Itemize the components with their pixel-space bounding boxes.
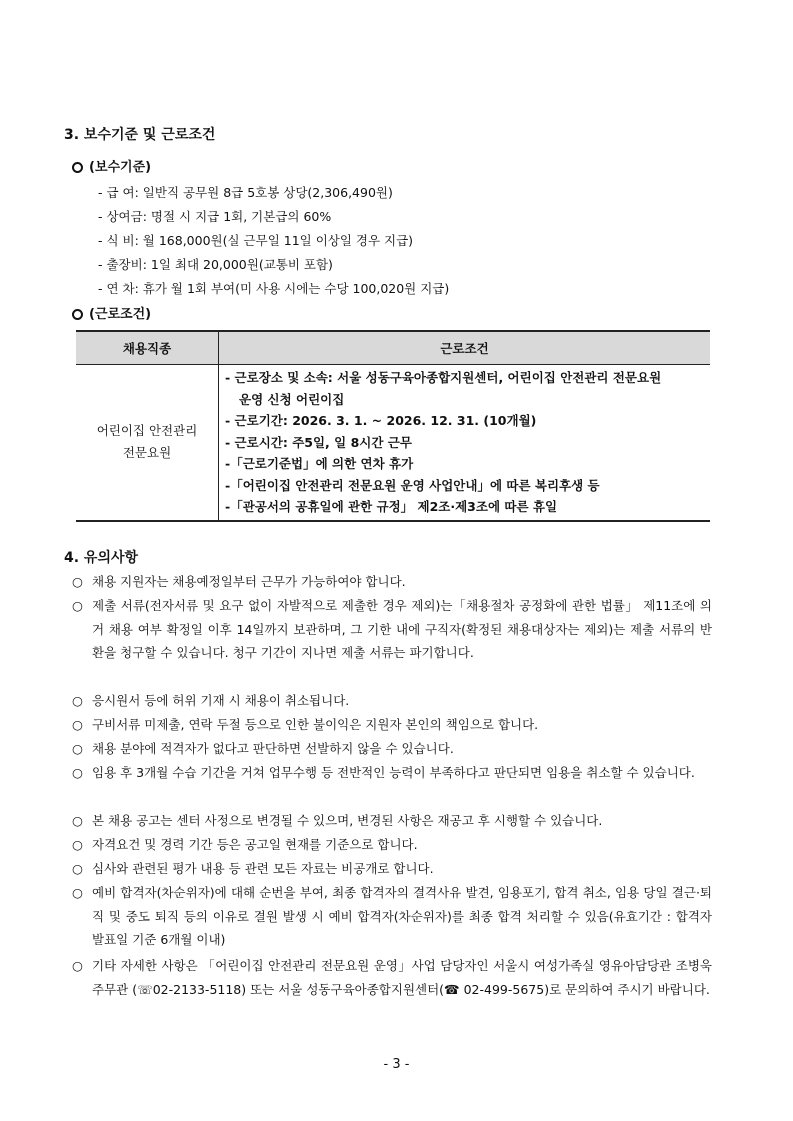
- pay-item: [98, 255, 333, 273]
- work-heading-label: (근로조건): [89, 307, 152, 322]
- circle-bullet-icon: [72, 309, 83, 320]
- condition-line: -「어린이집 안전관리 전문요원 운영 사업안내」에 따른 복리후생 등: [225, 477, 600, 493]
- pay-item: [98, 231, 413, 249]
- pay-heading-label: (보수기준): [89, 160, 152, 175]
- section3-title: 3. 보수기준 및 근로조건: [64, 127, 216, 143]
- pay-heading: [72, 156, 151, 175]
- list-item: [72, 713, 712, 737]
- list-item: [72, 594, 712, 665]
- pay-item-text: 휴가 월 1회 부여(미 사용 시에는 수당 100,020원 지급): [138, 281, 450, 296]
- page-number: - 3 -: [383, 1057, 410, 1072]
- list-item: [72, 761, 712, 785]
- list-item: [72, 881, 712, 952]
- circle-bullet-icon: ○: [72, 861, 83, 876]
- note-text: 응시원서 등에 허위 기재 시 채용이 취소됩니다.: [92, 693, 350, 708]
- list-item: [72, 570, 712, 594]
- pay-item-label: - 급 여:: [98, 185, 139, 200]
- job-cell: [76, 365, 219, 521]
- pay-item-text: 월 168,000원(실 근무일 11일 이상일 경우 지급): [138, 233, 414, 248]
- pay-item-label: - 식 비:: [98, 233, 139, 248]
- circle-bullet-icon: ○: [72, 717, 83, 732]
- list-item: [72, 954, 712, 1001]
- condition-line: -「근로기준법」에 의한 연차 휴가: [225, 456, 414, 471]
- note-text: 채용 분야에 적격자가 없다고 판단하면 선발하지 않을 수 있습니다.: [92, 741, 454, 756]
- circle-bullet-icon: ○: [72, 598, 83, 613]
- circle-bullet-icon: [72, 162, 83, 173]
- circle-bullet-icon: ○: [72, 765, 83, 780]
- note-text: 구비서류 미제출, 연락 두절 등으로 인한 불이익은 지원자 본인의 책임으로 합니다.: [92, 717, 539, 732]
- circle-bullet-icon: ○: [72, 958, 83, 973]
- conditions-cell: [219, 365, 711, 521]
- note-text: 채용 지원자는 채용예정일부터 근무가 가능하여야 합니다.: [92, 574, 406, 589]
- pay-item: [98, 279, 449, 297]
- note-text: 임용 후 3개월 수습 기간을 거쳐 업무수행 등 전반적인 능력이 부족하다고 판단되면 임용을 취소할 수 있습니다.: [92, 765, 695, 780]
- circle-bullet-icon: ○: [72, 837, 83, 852]
- note-text: 본 채용 공고는 센터 사정으로 변경될 수 있으며, 변경된 사항은 재공고 후 시행할 수 있습니다.: [92, 813, 603, 828]
- table-row: [76, 365, 710, 521]
- work-conditions-table: [76, 330, 710, 522]
- condition-line: -「관공서의 공휴일에 관한 규정」 제2조·제3조에 따른 휴일: [225, 499, 558, 514]
- note-text: 기타 자세한 사항은 「어린이집 안전관리 전문요원 운영」사업 담당자인 서울시 여성가족실 영유아담당관 조병욱 주무관 (☏02-2133-5118) 또는 서울 성동구육아종합지원센터(☎ 02-499-5675)로 문의하여 주시기 바랍니다.: [92, 958, 712, 997]
- pay-item-text: 1일 최대 20,000원(교통비 포함): [146, 257, 333, 272]
- job-title-line: 어린이집 안전관리: [96, 423, 198, 439]
- col-header-conditions: 근로조건: [219, 331, 711, 365]
- pay-item-text: 명절 시 지급 1회, 기본급의 60%: [146, 209, 332, 224]
- note-text: 심사와 관련된 평가 내용 등 관련 모든 자료는 비공개로 합니다.: [92, 861, 434, 876]
- list-item: [72, 857, 712, 881]
- pay-item-label: - 출장비:: [98, 257, 147, 272]
- circle-bullet-icon: ○: [72, 574, 83, 589]
- condition-line: - 근로기간: 2026. 3. 1. ~ 2026. 12. 31. (10개월): [225, 413, 537, 428]
- circle-bullet-icon: ○: [72, 885, 83, 900]
- note-text: 제출 서류(전자서류 및 요구 없이 자발적으로 제출한 경우 제외)는「채용절차 공정화에 관한 법률」 제11조에 의거 채용 여부 확정일 이후 14일까지 보관하며, 그 기한 내에 구직자(확정된 채용대상자는 제외)는 제출 서류의 반환을 청구할 수 있습니다. 청구 기간이 지나면 제출 서류는 파기합니다.: [92, 598, 712, 660]
- circle-bullet-icon: ○: [72, 693, 83, 708]
- list-item: [72, 809, 712, 833]
- condition-line: - 근로시간: 주5일, 일 8시간 근무: [225, 434, 412, 450]
- circle-bullet-icon: ○: [72, 813, 83, 828]
- note-text: 예비 합격자(차순위자)에 대해 순번을 부여, 최종 합격자의 결격사유 발견, 임용포기, 합격 취소, 임용 당일 결근·퇴직 및 중도 퇴직 등의 이유로 결원 발생 시 예비 합격자(차순위자)를 최종 합격 처리할 수 있음(유효기간 : 합격자 발표일 기준 6개월 이내): [92, 885, 712, 947]
- list-item: [72, 833, 712, 857]
- job-title-line: 전문요원: [122, 445, 172, 461]
- pay-item: [98, 207, 331, 225]
- table-header-row: [76, 331, 710, 365]
- condition-line: 운영 신청 어린이집: [239, 391, 345, 407]
- pay-item-label: - 상여금:: [98, 209, 147, 224]
- section4-title: 4. 유의사항: [64, 550, 139, 566]
- note-text: 자격요건 및 경력 기간 등은 공고일 현재를 기준으로 합니다.: [92, 837, 418, 852]
- pay-item-label: - 연 차:: [98, 281, 139, 296]
- work-heading: [72, 303, 151, 322]
- condition-line: - 근로장소 및 소속: 서울 성동구육아종합지원센터, 어린이집 안전관리 전문요원: [225, 370, 662, 385]
- pay-item-text: 일반직 공무원 8급 5호봉 상당(2,306,490원): [138, 185, 393, 200]
- pay-item: [98, 183, 393, 201]
- circle-bullet-icon: ○: [72, 741, 83, 756]
- list-item: [72, 689, 712, 713]
- col-header-job: 채용직종: [76, 331, 219, 365]
- list-item: [72, 737, 712, 761]
